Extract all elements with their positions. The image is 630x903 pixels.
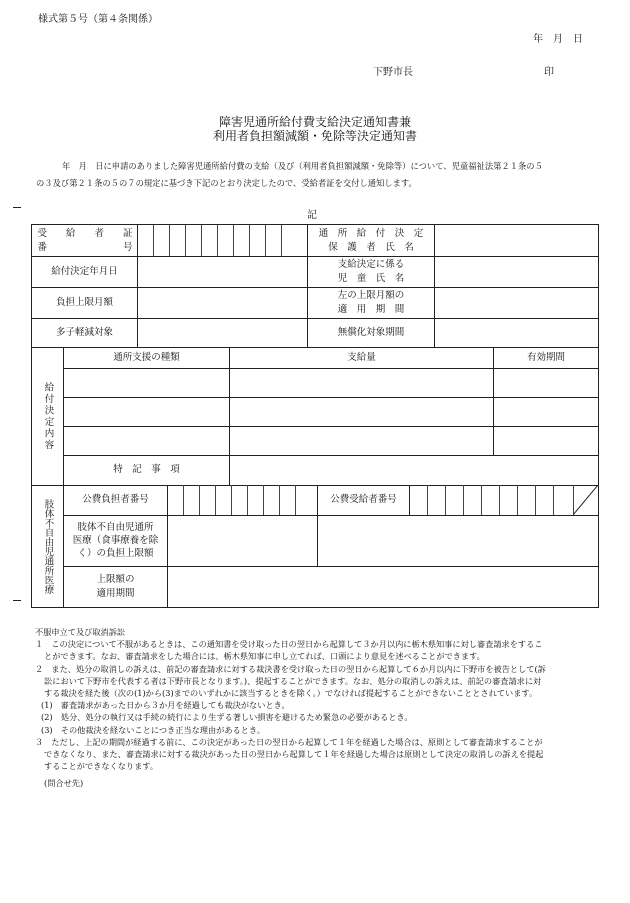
note-2c: する裁決を経た後（次の(1)から(3)までのいずれかに該当するときを除く。）でなければ提起することができないこととされています。 [44, 688, 538, 699]
limit-period-label-top: 左の上限月額の [337, 290, 405, 301]
intro-line1: 年 月 日に申請のありました障害児通所給付費の支給（及び（利用者負担額減額・免除等）について、児童福祉法第２１条の５ [62, 161, 543, 171]
decision-form-table [31, 224, 599, 608]
medical-limit-label-3: く）の負担上限額 [77, 547, 154, 559]
medical-limit-label-1: 肢体不自由児通所 [77, 521, 154, 533]
note-sub-2: (2) 処分、処分の執行又は手続の続行により生ずる著しい損害を避けるため緊急の必要があるとき。 [41, 712, 413, 723]
free-period-label: 無償化対象期間 [337, 326, 405, 338]
intro-line2: の３及び第２１条の５の７の規定に基づき下記のとおり決定したので、受給者証を交付し通知します。 [36, 178, 417, 188]
col-supply-amount: 支給量 [347, 351, 376, 363]
note-1b: とができます。なお、審査請求をした場合には、栃木県知事に申し立てれば、口頭により意見を述べることができます。 [44, 651, 485, 662]
benefit-section-label: 給付決定内容 [42, 381, 54, 451]
recipient-cert-label-bottom: 番 号 [37, 241, 133, 253]
ki-label: 記 [307, 210, 317, 221]
child-name-label-top: 支給決定に係る [337, 259, 405, 270]
recipient-cert-label-top: 受 給 者 証 [37, 227, 133, 239]
medical-limit-label-2: 医療（食事療養を除 [72, 534, 159, 546]
page-title-line1: 障害児通所給付費支給決定通知書兼 [218, 115, 411, 129]
col-valid-period: 有効期間 [526, 351, 565, 363]
limit-amount-label: 負担上限月額 [55, 296, 113, 308]
note-sub-1: (1) 審査請求があった日から３か月を経過しても裁決がないとき。 [41, 700, 290, 711]
public-recipient-number-label: 公費受給者番号 [330, 494, 397, 505]
note-3c: することができなくなります。 [44, 761, 158, 772]
limit-period-label-bottom: 適 用 期 間 [337, 304, 405, 315]
payer-number-label: 公費負担者番号 [82, 494, 149, 505]
issuer-name: 下野市長 [373, 67, 413, 78]
note-1a: １ この決定について不服があるときは、この通知書を受け取った日の翌日から起算して３か月以内に栃木県知事に対し審査請求をするこ [35, 639, 543, 650]
page-title-line2: 利用者負担額減額・免除等決定通知書 [212, 129, 417, 143]
decision-date-label: 給付決定年月日 [51, 265, 118, 277]
note-3a: ３ ただし、上記の期間が経過する前に、この決定があった日の翌日から起算して１年を経過した場合は、原則として審査請求することが [35, 736, 543, 747]
note-2b: 訟において下野市を代表する者は下野市長となります。)、提起することができます。なお、処分の取消しの訴えは、前記の審査請求に対 [44, 675, 542, 686]
col-service-type: 通所支援の種類 [113, 351, 180, 363]
contact-label: (問合せ先) [44, 778, 84, 789]
note-2a: ２ また、処分の取消しの訴えは、前記の審査請求に対する裁決書を受け取った日の翌日から起算して６か月以内に下野市を被告として(訴 [35, 663, 546, 674]
multi-child-label: 多子軽減対象 [55, 326, 113, 338]
guardian-label-top: 通 所 給 付 決 定 [318, 227, 424, 239]
notes-heading: 不服申立て及び取消訴訟 [35, 627, 126, 637]
limit-apply-label-2: 適用期間 [96, 587, 135, 599]
special-notes-label: 特 記 事 項 [113, 464, 180, 475]
limit-apply-label-1: 上限額の [96, 573, 135, 585]
child-name-label-bottom: 児 童 氏 名 [337, 273, 405, 284]
diagonal-slash-icon [573, 485, 598, 515]
issue-date: 年 月 日 [533, 34, 583, 45]
seal-mark: 印 [544, 67, 554, 78]
note-3b: できなくなり、また、審査請求に対する裁決があった日の翌日から起算して１年を経過した場合は原則として決定の取消しの訴えを提起 [44, 749, 544, 760]
medical-section-label: 肢体不自由児通所医療 [42, 499, 54, 594]
appeal-notes [35, 626, 595, 790]
margin-mark-top [13, 207, 21, 208]
form-number: 様式第５号（第４条関係） [38, 14, 158, 25]
guardian-label-bottom: 保 護 者 氏 名 [328, 241, 414, 253]
margin-mark-bottom [13, 600, 21, 601]
note-sub-3: (3) その他裁決を経ないことにつき正当な理由があるとき。 [41, 724, 265, 735]
